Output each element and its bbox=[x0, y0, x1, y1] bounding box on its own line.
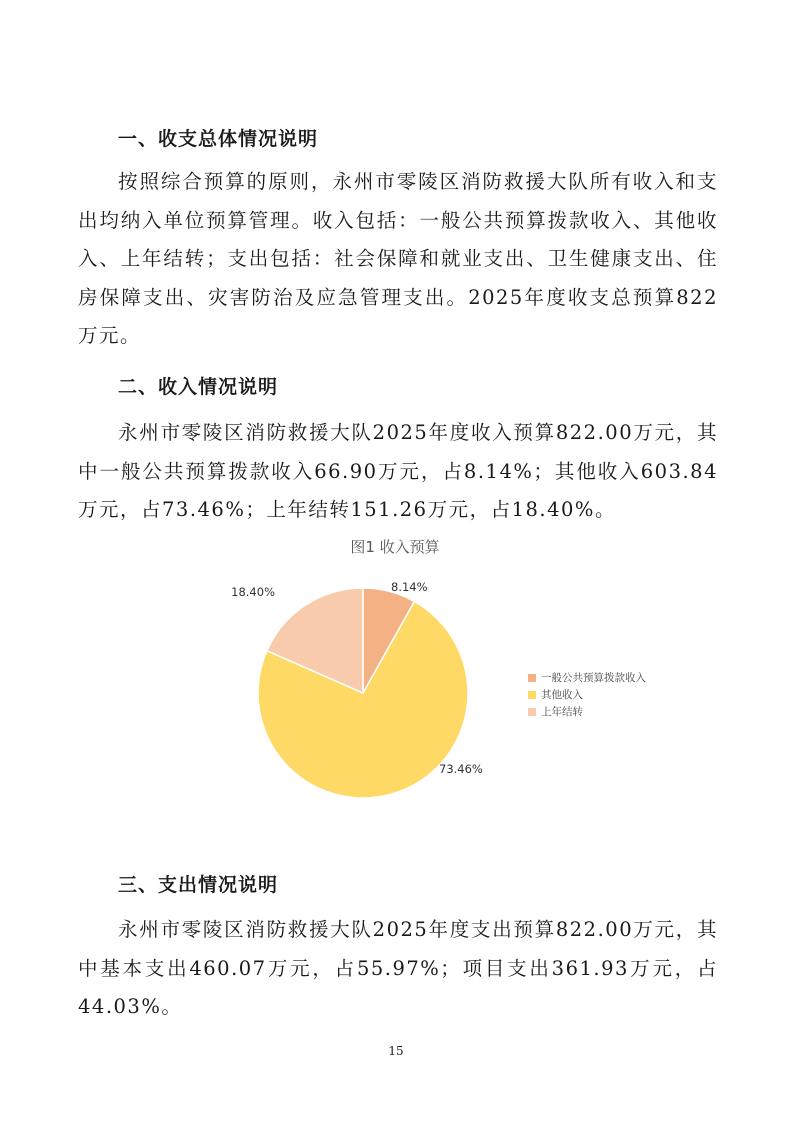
section1-heading: 一、收支总体情况说明 bbox=[118, 128, 319, 150]
legend-swatch-1 bbox=[528, 691, 536, 699]
legend-swatch-0 bbox=[528, 674, 536, 682]
section1-paragraph: 按照综合预算的原则，永州市零陵区消防救援大队所有收入和支出均纳入单位预算管理。收入包括：一般公共预算拨款收入、其他收入、上年结转；支出包括：社会保障和就业支出、卫生健康支出、住房保障支出、灾害防治及应急管理支出。2025年度收支总预算822万元。 bbox=[78, 170, 718, 347]
section3-paragraph: 永州市零陵区消防救援大队2025年度支出预算822.00万元，其中基本支出460.07万元，占55.97%；项目支出361.93万元，占44.03%。 bbox=[78, 918, 718, 1018]
chart-legend bbox=[528, 669, 646, 720]
section2-heading: 二、收入情况说明 bbox=[118, 376, 279, 398]
section2-paragraph: 永州市零陵区消防救援大队2025年度收入预算822.00万元，其中一般公共预算拨款收入66.90万元，占8.14%；其他收入603.84万元，占73.46%；上年结转151.26万元，占18.40%。 bbox=[78, 421, 718, 521]
income-pie-chart bbox=[230, 565, 520, 815]
legend-label-1: 其他收入 bbox=[541, 689, 583, 701]
legend-item-1 bbox=[528, 686, 646, 703]
pie-label-0: 8.14% bbox=[391, 580, 428, 594]
legend-swatch-2 bbox=[528, 708, 536, 716]
pie-label-1: 73.46% bbox=[439, 762, 483, 776]
section3-heading: 三、支出情况说明 bbox=[118, 874, 279, 896]
pie-label-2: 18.40% bbox=[231, 585, 275, 599]
legend-item-2 bbox=[528, 703, 646, 720]
page-number: 15 bbox=[388, 1044, 404, 1058]
chart-title: 图1 收入预算 bbox=[350, 538, 440, 556]
legend-item-0 bbox=[528, 669, 646, 686]
legend-label-0: 一般公共预算拨款收入 bbox=[541, 672, 646, 684]
legend-label-2: 上年结转 bbox=[541, 706, 583, 718]
